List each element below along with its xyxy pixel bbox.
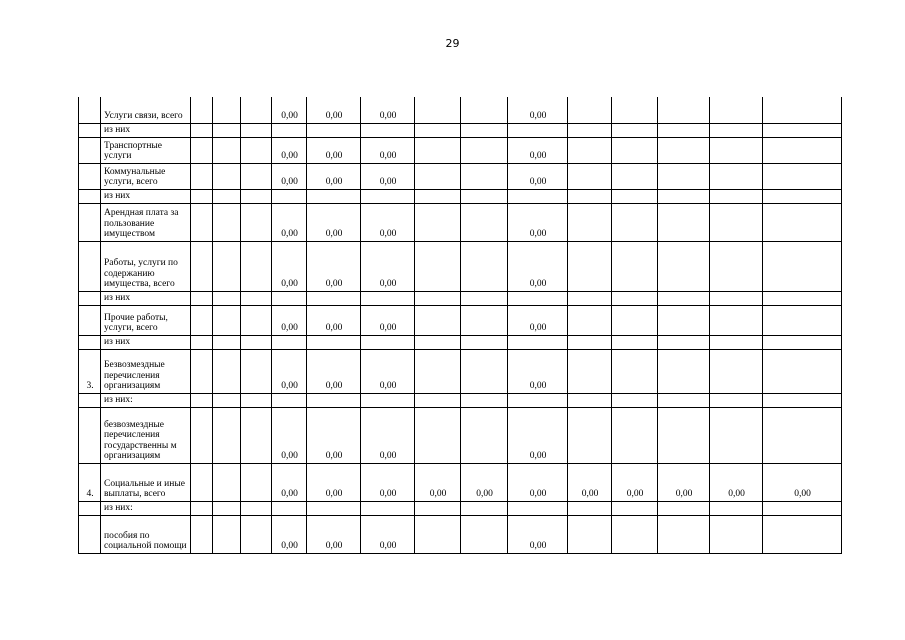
value-cell (415, 189, 461, 203)
value-cell: 0,00 (307, 515, 361, 553)
value-cell (508, 335, 568, 349)
value-cell (213, 137, 241, 163)
value-cell (361, 501, 415, 515)
value-cell (710, 163, 763, 189)
value-cell (658, 123, 710, 137)
value-cell (763, 137, 842, 163)
value-cell (307, 123, 361, 137)
value-cell (415, 291, 461, 305)
value-cell (241, 137, 272, 163)
value-cell (763, 515, 842, 553)
value-cell (612, 241, 658, 291)
value-cell (658, 349, 710, 393)
value-cell (612, 123, 658, 137)
value-cell (241, 123, 272, 137)
row-number (79, 97, 101, 123)
value-cell (307, 501, 361, 515)
value-cell (763, 407, 842, 463)
value-cell (415, 407, 461, 463)
value-cell: 0,00 (461, 463, 508, 501)
row-number (79, 305, 101, 335)
table-row (79, 501, 842, 515)
value-cell: 0,00 (272, 137, 307, 163)
value-cell (241, 501, 272, 515)
table-row (79, 137, 842, 163)
value-cell (415, 137, 461, 163)
row-name: Прочие работы, услуги, всего (101, 305, 191, 335)
value-cell (658, 241, 710, 291)
value-cell (763, 335, 842, 349)
value-cell (461, 407, 508, 463)
row-name: пособия по социальной помощи (101, 515, 191, 553)
value-cell (568, 349, 612, 393)
value-cell (213, 241, 241, 291)
table-row (79, 123, 842, 137)
value-cell: 0,00 (272, 349, 307, 393)
value-cell (612, 291, 658, 305)
value-cell (658, 163, 710, 189)
value-cell: 0,00 (361, 463, 415, 501)
value-cell (272, 501, 307, 515)
value-cell (658, 97, 710, 123)
value-cell (568, 407, 612, 463)
value-cell (658, 137, 710, 163)
table-row (79, 349, 842, 393)
row-name: Работы, услуги по содержанию имущества, всего (101, 241, 191, 291)
table-row (79, 463, 842, 501)
value-cell (461, 349, 508, 393)
value-cell (763, 203, 842, 241)
value-cell (710, 97, 763, 123)
value-cell: 0,00 (307, 305, 361, 335)
value-cell (658, 305, 710, 335)
value-cell (763, 163, 842, 189)
value-cell (461, 163, 508, 189)
value-cell (763, 291, 842, 305)
table-body (79, 97, 842, 553)
row-name: из них: (101, 393, 191, 407)
value-cell (191, 291, 213, 305)
value-cell (710, 407, 763, 463)
value-cell (241, 163, 272, 189)
row-name: из них (101, 335, 191, 349)
value-cell (612, 501, 658, 515)
value-cell: 0,00 (508, 349, 568, 393)
row-number (79, 241, 101, 291)
value-cell (612, 349, 658, 393)
value-cell (415, 515, 461, 553)
value-cell (241, 97, 272, 123)
value-cell: 0,00 (272, 241, 307, 291)
table-row (79, 189, 842, 203)
row-name: Транспортные услуги (101, 137, 191, 163)
value-cell (763, 97, 842, 123)
value-cell (568, 163, 612, 189)
value-cell (461, 241, 508, 291)
value-cell: 0,00 (307, 407, 361, 463)
table-row (79, 407, 842, 463)
value-cell (191, 137, 213, 163)
value-cell (508, 291, 568, 305)
value-cell (191, 407, 213, 463)
value-cell (191, 241, 213, 291)
value-cell (461, 189, 508, 203)
value-cell (415, 97, 461, 123)
value-cell (361, 335, 415, 349)
value-cell (763, 305, 842, 335)
value-cell: 0,00 (361, 349, 415, 393)
value-cell (508, 123, 568, 137)
row-number (79, 123, 101, 137)
value-cell (763, 123, 842, 137)
value-cell (191, 393, 213, 407)
value-cell (658, 515, 710, 553)
value-cell (658, 291, 710, 305)
value-cell (710, 137, 763, 163)
value-cell: 0,00 (272, 463, 307, 501)
value-cell (508, 393, 568, 407)
value-cell (213, 163, 241, 189)
value-cell: 0,00 (508, 515, 568, 553)
value-cell: 0,00 (415, 463, 461, 501)
value-cell (710, 291, 763, 305)
value-cell (612, 393, 658, 407)
value-cell (191, 189, 213, 203)
value-cell (568, 291, 612, 305)
value-cell (213, 349, 241, 393)
value-cell (191, 463, 213, 501)
page-number: 29 (445, 37, 460, 50)
value-cell (415, 241, 461, 291)
value-cell: 0,00 (508, 137, 568, 163)
value-cell (191, 163, 213, 189)
value-cell (241, 393, 272, 407)
row-name: Безвозмездные перечисления организациям (101, 349, 191, 393)
value-cell (191, 501, 213, 515)
value-cell (241, 335, 272, 349)
value-cell (241, 291, 272, 305)
value-cell (568, 515, 612, 553)
value-cell (461, 123, 508, 137)
value-cell (415, 393, 461, 407)
value-cell (461, 515, 508, 553)
row-number (79, 407, 101, 463)
row-name: из них (101, 189, 191, 203)
value-cell: 0,00 (272, 203, 307, 241)
value-cell: 0,00 (361, 305, 415, 335)
value-cell (612, 515, 658, 553)
value-cell (612, 97, 658, 123)
value-cell (461, 335, 508, 349)
value-cell (461, 501, 508, 515)
row-number (79, 203, 101, 241)
value-cell (568, 123, 612, 137)
value-cell (213, 463, 241, 501)
value-cell (191, 203, 213, 241)
value-cell (461, 203, 508, 241)
table-row (79, 335, 842, 349)
value-cell: 0,00 (272, 305, 307, 335)
value-cell (361, 123, 415, 137)
value-cell (710, 203, 763, 241)
value-cell (213, 291, 241, 305)
value-cell (612, 163, 658, 189)
value-cell (213, 407, 241, 463)
value-cell (241, 407, 272, 463)
value-cell (415, 335, 461, 349)
value-cell (658, 393, 710, 407)
value-cell: 0,00 (361, 163, 415, 189)
value-cell: 0,00 (710, 463, 763, 501)
value-cell (191, 349, 213, 393)
value-cell (461, 97, 508, 123)
row-number (79, 393, 101, 407)
value-cell (213, 203, 241, 241)
value-cell (763, 189, 842, 203)
value-cell (361, 291, 415, 305)
value-cell (568, 97, 612, 123)
value-cell: 0,00 (508, 241, 568, 291)
value-cell (213, 97, 241, 123)
value-cell (191, 335, 213, 349)
value-cell: 0,00 (508, 305, 568, 335)
value-cell (191, 305, 213, 335)
value-cell: 0,00 (272, 515, 307, 553)
value-cell: 0,00 (307, 463, 361, 501)
value-cell (241, 203, 272, 241)
table-row (79, 97, 842, 123)
value-cell (710, 515, 763, 553)
value-cell (612, 305, 658, 335)
value-cell (508, 501, 568, 515)
value-cell (307, 291, 361, 305)
value-cell (710, 349, 763, 393)
value-cell (763, 501, 842, 515)
value-cell: 0,00 (508, 407, 568, 463)
value-cell (658, 407, 710, 463)
value-cell (241, 305, 272, 335)
value-cell (658, 189, 710, 203)
value-cell (612, 203, 658, 241)
value-cell (213, 515, 241, 553)
value-cell (213, 305, 241, 335)
value-cell (415, 163, 461, 189)
row-number (79, 515, 101, 553)
table-row (79, 515, 842, 553)
value-cell: 0,00 (307, 203, 361, 241)
value-cell: 0,00 (658, 463, 710, 501)
table-row (79, 291, 842, 305)
row-number (79, 163, 101, 189)
table-row (79, 241, 842, 291)
value-cell (763, 349, 842, 393)
value-cell: 0,00 (361, 241, 415, 291)
value-cell (568, 501, 612, 515)
value-cell (213, 501, 241, 515)
value-cell: 0,00 (307, 349, 361, 393)
value-cell (241, 515, 272, 553)
value-cell: 0,00 (272, 407, 307, 463)
table-row (79, 163, 842, 189)
value-cell (191, 97, 213, 123)
value-cell: 0,00 (307, 241, 361, 291)
value-cell (710, 335, 763, 349)
table-row (79, 305, 842, 335)
value-cell (710, 305, 763, 335)
row-number (79, 189, 101, 203)
value-cell (710, 241, 763, 291)
value-cell (612, 189, 658, 203)
value-cell (241, 241, 272, 291)
value-cell (272, 335, 307, 349)
value-cell: 0,00 (361, 97, 415, 123)
value-cell (213, 123, 241, 137)
value-cell (710, 123, 763, 137)
value-cell: 0,00 (508, 97, 568, 123)
value-cell (272, 393, 307, 407)
value-cell: 0,00 (361, 407, 415, 463)
value-cell (710, 393, 763, 407)
value-cell (461, 393, 508, 407)
value-cell (568, 203, 612, 241)
value-cell: 0,00 (361, 137, 415, 163)
row-name: Арендная плата за пользование имуществом (101, 203, 191, 241)
value-cell (213, 189, 241, 203)
value-cell (307, 335, 361, 349)
value-cell: 0,00 (361, 203, 415, 241)
row-name: из них: (101, 501, 191, 515)
row-number (79, 335, 101, 349)
value-cell (568, 393, 612, 407)
value-cell (213, 335, 241, 349)
value-cell (710, 501, 763, 515)
value-cell (612, 137, 658, 163)
table-row (79, 203, 842, 241)
value-cell (241, 189, 272, 203)
value-cell: 0,00 (508, 163, 568, 189)
value-cell: 0,00 (508, 463, 568, 501)
row-number (79, 137, 101, 163)
value-cell (415, 349, 461, 393)
value-cell (461, 305, 508, 335)
row-number: 3. (79, 349, 101, 393)
row-name: Социальные и иные выплаты, всего (101, 463, 191, 501)
value-cell (612, 407, 658, 463)
value-cell: 0,00 (508, 203, 568, 241)
value-cell: 0,00 (612, 463, 658, 501)
value-cell (763, 241, 842, 291)
row-name: из них (101, 291, 191, 305)
value-cell (461, 291, 508, 305)
value-cell (658, 501, 710, 515)
value-cell (568, 305, 612, 335)
row-number: 4. (79, 463, 101, 501)
value-cell (461, 137, 508, 163)
budget-table (78, 97, 842, 554)
value-cell: 0,00 (307, 137, 361, 163)
value-cell (415, 305, 461, 335)
value-cell (191, 515, 213, 553)
row-number (79, 291, 101, 305)
value-cell (568, 335, 612, 349)
value-cell (415, 501, 461, 515)
value-cell: 0,00 (272, 97, 307, 123)
value-cell (307, 189, 361, 203)
value-cell (568, 137, 612, 163)
value-cell (508, 189, 568, 203)
row-name: Услуги связи, всего (101, 97, 191, 123)
value-cell (710, 189, 763, 203)
value-cell: 0,00 (307, 163, 361, 189)
value-cell (191, 123, 213, 137)
value-cell (612, 335, 658, 349)
row-number (79, 501, 101, 515)
value-cell (763, 393, 842, 407)
row-name: из них (101, 123, 191, 137)
value-cell (241, 349, 272, 393)
value-cell (568, 241, 612, 291)
value-cell (658, 335, 710, 349)
value-cell (213, 393, 241, 407)
value-cell (272, 291, 307, 305)
value-cell: 0,00 (361, 515, 415, 553)
value-cell (568, 189, 612, 203)
value-cell (361, 189, 415, 203)
value-cell: 0,00 (307, 97, 361, 123)
table-row (79, 393, 842, 407)
value-cell (415, 123, 461, 137)
value-cell (307, 393, 361, 407)
value-cell (272, 123, 307, 137)
value-cell (415, 203, 461, 241)
value-cell (658, 203, 710, 241)
value-cell (241, 463, 272, 501)
value-cell (361, 393, 415, 407)
value-cell: 0,00 (272, 163, 307, 189)
row-name: безвозмездные перечисления государственны м организациям (101, 407, 191, 463)
value-cell: 0,00 (568, 463, 612, 501)
value-cell: 0,00 (763, 463, 842, 501)
row-name: Коммунальные услуги, всего (101, 163, 191, 189)
value-cell (272, 189, 307, 203)
